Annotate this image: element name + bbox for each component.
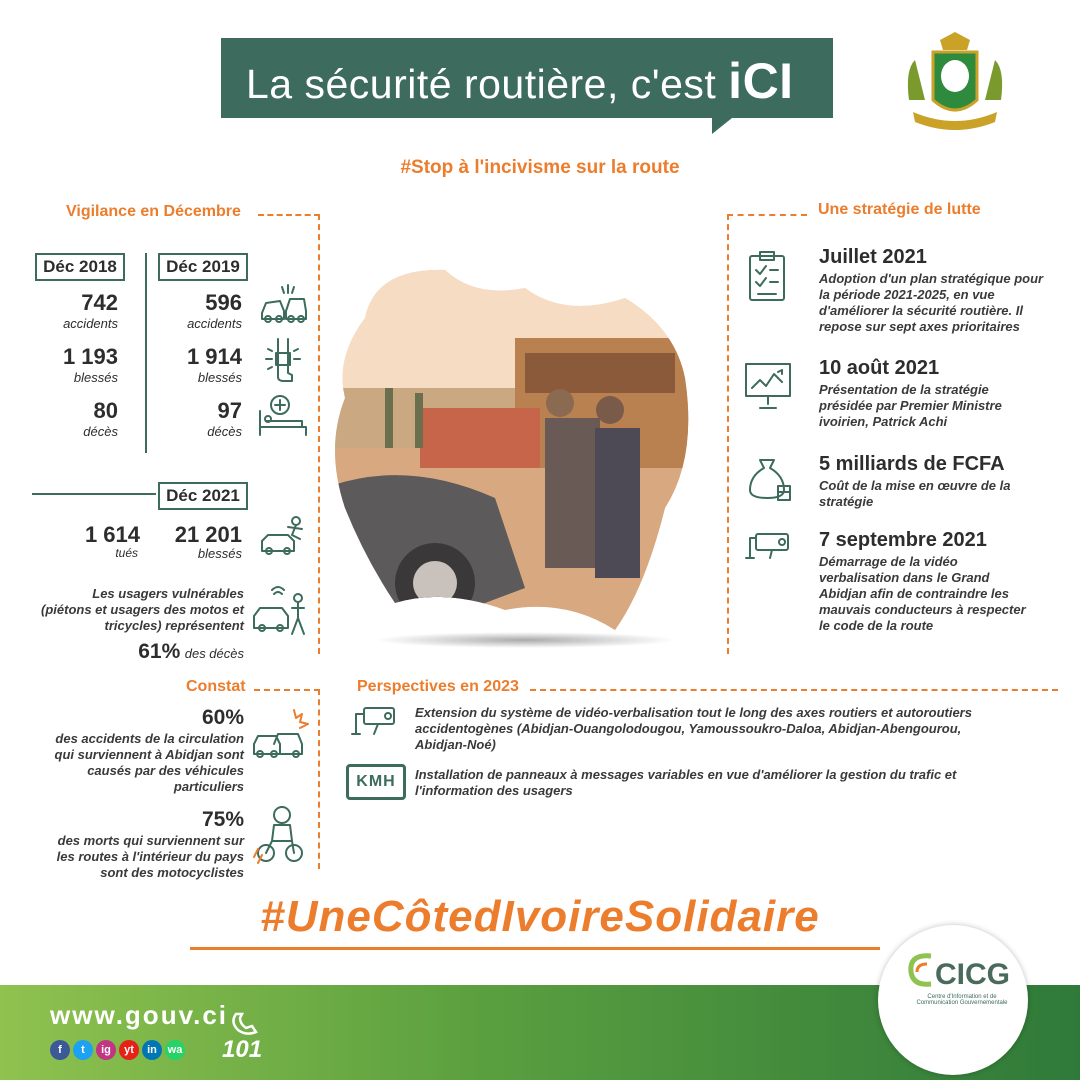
title-emphasis: iCI bbox=[728, 53, 794, 109]
strategy-date-2: 10 août 2021 bbox=[819, 357, 940, 379]
cicg-swoosh-icon bbox=[905, 950, 935, 990]
injured-2021-value: 21 201 bbox=[174, 522, 242, 547]
constat-text-1: des accidents de la circulation qui surviennent à Abidjan sont causés par des véhicules particuliers bbox=[54, 731, 244, 794]
divider bbox=[318, 689, 320, 869]
strategy-text-1: Adoption d'un plan stratégique pour la période 2021-2025, en vue d'améliorer la sécurité routière. Il repose sur sept axes prioritaires bbox=[819, 271, 1044, 334]
instagram-icon[interactable]: ig bbox=[96, 1040, 116, 1060]
hashtag-underline bbox=[190, 947, 880, 950]
perspectives-title: Perspectives en 2023 bbox=[357, 678, 519, 695]
vigilance-title: Vigilance en Décembre bbox=[66, 203, 241, 220]
divider bbox=[318, 214, 320, 654]
divider bbox=[727, 214, 729, 654]
injured-2021-label: blessés bbox=[197, 546, 242, 561]
page-title: La sécurité routière, c'est iCI bbox=[246, 53, 794, 109]
constat-text-2: des morts qui surviennent sur les routes à l'intérieur du pays sont des motocyclistes bbox=[56, 833, 244, 880]
divider bbox=[727, 214, 807, 216]
vulnerable-users-text: Les usagers vulnérables (piétons et usagers des motos et tricycles) représentent bbox=[41, 586, 244, 633]
divider bbox=[32, 493, 156, 495]
deaths-2019-value: 97 bbox=[217, 398, 242, 423]
youtube-icon[interactable]: yt bbox=[119, 1040, 139, 1060]
coat-of-arms-icon bbox=[895, 30, 1015, 140]
constat-title: Constat bbox=[186, 678, 246, 695]
constat-pct-2: 75% bbox=[201, 808, 244, 831]
strategy-date-1: Juillet 2021 bbox=[819, 246, 927, 268]
hospital-bed-icon bbox=[258, 393, 308, 439]
accidents-2019-label: accidents bbox=[187, 316, 242, 331]
kmh-sign-icon: KMH bbox=[346, 764, 406, 800]
strategy-date-3: 5 milliards de FCFA bbox=[819, 453, 1005, 475]
deaths-2018-value: 80 bbox=[93, 398, 118, 423]
whatsapp-icon[interactable]: wa bbox=[165, 1040, 185, 1060]
vulnerable-pct: 61% bbox=[138, 640, 181, 663]
year-2018-label: Déc 2018 bbox=[35, 253, 125, 281]
killed-2021-label: tués bbox=[115, 546, 138, 560]
accident-icon bbox=[258, 513, 308, 559]
year-2019-label: Déc 2019 bbox=[158, 253, 248, 281]
website-link[interactable]: www.gouv.ci bbox=[50, 1000, 229, 1030]
vulnerable-share bbox=[40, 640, 244, 664]
car-crash-icon bbox=[258, 283, 308, 327]
cctv-icon bbox=[350, 704, 400, 744]
accidents-2018-label: accidents bbox=[63, 316, 118, 331]
camera-icon bbox=[742, 528, 794, 564]
constat-pct-1: 60% bbox=[201, 706, 244, 729]
killed-2021-value: 1 614 bbox=[84, 522, 140, 547]
vulnerable-suffix: des décès bbox=[184, 646, 244, 661]
injured-leg-icon bbox=[262, 337, 306, 383]
cicg-subtitle: Centre d'Information et de Communication Gouvernementale bbox=[916, 994, 1008, 1006]
injured-2019-value: 1 914 bbox=[186, 344, 242, 369]
strategy-text-3: Coût de la mise en œuvre de la stratégie bbox=[819, 478, 1011, 509]
year-2021-label: Déc 2021 bbox=[158, 482, 248, 510]
motorcyclist-icon bbox=[252, 805, 308, 865]
injured-2018-label: blessés bbox=[73, 370, 118, 385]
cicg-name: CICG bbox=[935, 958, 1010, 991]
divider bbox=[254, 689, 320, 691]
strategy-text-2: Présentation de la stratégie présidée par Premier Ministre ivoirien, Patrick Achi bbox=[819, 382, 1002, 429]
footer-hashtag: #UneCôtedIvoireSolidaire bbox=[260, 892, 820, 941]
twitter-icon[interactable]: t bbox=[73, 1040, 93, 1060]
accident-photo bbox=[325, 258, 717, 650]
pedestrian-car-icon bbox=[252, 584, 312, 638]
injured-2019-label: blessés bbox=[197, 370, 242, 385]
perspective-text-2: Installation de panneaux à messages variables en vue d'améliorer la gestion du trafic et l'information des usagers bbox=[415, 767, 957, 798]
clipboard-icon bbox=[744, 250, 790, 304]
deaths-2019-label: décès bbox=[207, 424, 242, 439]
strategy-date-4: 7 septembre 2021 bbox=[819, 529, 987, 551]
money-bag-icon bbox=[744, 452, 794, 502]
injured-2018-value: 1 193 bbox=[62, 344, 118, 369]
divider bbox=[530, 689, 1058, 691]
hashtag-subtitle: #Stop à l'incivisme sur la route bbox=[400, 157, 680, 178]
accidents-2019-value: 596 bbox=[205, 290, 242, 315]
perspective-text-1: Extension du système de vidéo-verbalisation tout le long des axes routiers et autoroutiers accidentogènes (Abidjan-Ouangolodougou, Yamoussoukro-Daloa, Abidjan-Abengourou, Abidjan-Noé) bbox=[415, 705, 972, 752]
phone-icon bbox=[228, 1010, 264, 1036]
presentation-icon bbox=[742, 360, 794, 410]
social-links bbox=[50, 1040, 188, 1060]
traffic-cars-icon bbox=[252, 706, 312, 762]
strategy-text-4: Démarrage de la vidéo verbalisation dans le Grand Abidjan afin de contraindre les mauvais conducteurs à respecter le code de la route bbox=[819, 554, 1026, 633]
strategy-title: Une stratégie de lutte bbox=[818, 201, 981, 218]
accidents-2018-value: 742 bbox=[81, 290, 118, 315]
divider bbox=[258, 214, 320, 216]
facebook-icon[interactable]: f bbox=[50, 1040, 70, 1060]
linkedin-icon[interactable]: in bbox=[142, 1040, 162, 1060]
speech-tail bbox=[712, 118, 732, 134]
deaths-2018-label: décès bbox=[83, 424, 118, 439]
hotline-number: 101 bbox=[222, 1036, 263, 1063]
